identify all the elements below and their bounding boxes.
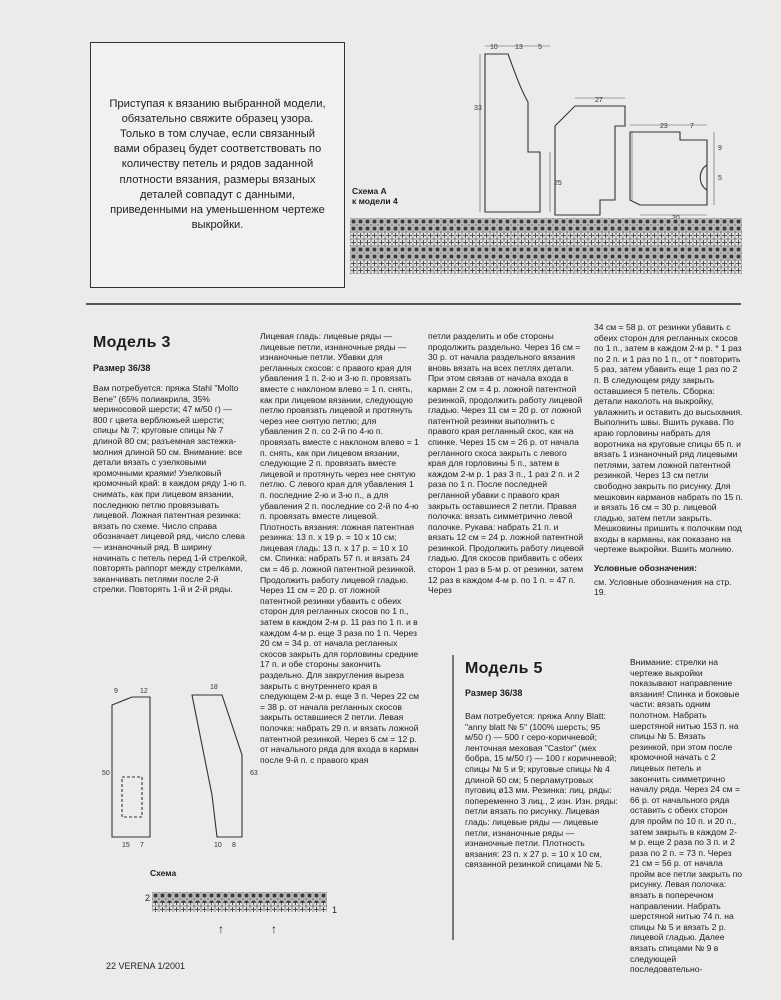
small-schema-chart	[152, 892, 332, 916]
schema-arrow-up-icon: ↑	[271, 922, 277, 936]
model-3-text-1: Вам потребуется: пряжа Stahl "Molto Bene" (65% полиакрила, 35% мериносовой шерсти; 47 м/50 г) — 800 г цвета верблюжьей шерсти; спицы № 7; круговые спицы № 7 длиной 80 см; разъемная застежка-молния длиной 50 см. Внимание: все детали вязать с узелковыми кромочными краями! Узелковый кромочный край: в каждом ряду 1-ю п. снимать, как при лицевом вязании, последнюю петлю провязывать лицевой. Ложная патентная резинка: вязать по схеме. Число справа обозначает лицевой ряд, число слева — изнаночный ряд. В ширину начинать с петель перед 1-й стрелкой, повторять раппорт между стрелками, заканчивать петлями после 2-й стрелки. Повторять 1-й и 2-й ряды.	[93, 383, 248, 595]
model-3-text-4: 34 см = 58 р. от резинки убавить с обеих сторон для регланных скосов по 1 п., затем в каждом 2-м р. * 1 раз по 2 п. и 1 раз по 1 п., от * повторить 5 раз, затем убавить еще 1 раз по 2 п. В следующем ряду закрыть оставшиеся 5 петель. Сборка: детали наколоть на выкройку, увлажнить и оставить до высыхания. Выполнить швы. Вшить рукава. По краю горловины набрать для воротника на круговые спицы 65 п. и вязать 1 изнаночный ряд лицевыми петлями, затем ложной патентной резинкой. Через 13 см петли свободно закрыть по рисунку. Для мешковин карманов набрать по 15 п. и вязать 16 см = 30 р. лицевой гладью, затем петли закрыть. Мешковины пришить к полочкам под входы в карманы, как показано на чертеже выкройки. Вшить молнию.	[594, 322, 743, 555]
schema-a-subtitle: к модели 4	[352, 196, 398, 206]
model-3-pattern-drawing	[92, 675, 262, 855]
model-5-column-1	[465, 711, 620, 873]
svg-text:18: 18	[210, 684, 218, 691]
schema-a-knitting-chart	[350, 218, 742, 276]
small-schema-title: Схема	[150, 868, 177, 878]
model-3-size: Размер 36/38	[93, 363, 151, 373]
instruction-note-text: Приступая к вязанию выбранной модели, обязательно свяжите образец узора. Только в том случае, если связанный вами образец будет соответствовать по количеству петель и рядов заданной плотности вязания, размеры вязаных деталей совпадут с данными, приведенными на уменьшенном чертеже выкройки.	[109, 97, 326, 232]
svg-text:23: 23	[660, 123, 668, 130]
svg-text:25: 25	[554, 180, 562, 187]
model-3-text-2: Лицевая гладь: лицевые ряды — лицевые петли, изнаночные ряды — изнаночные петли. Убавки для регланных скосов: с правого края для убавления 1 п. 2-ю и 3-ю п. провязать вместе с наклоном влево = 1 п. снять, как при лицевом вязании, следующую петлю провязать лицевой и протянуть через нее снятую петлю; для убавления 2 п. со 2-й по 4-ю п. провязать вместе с наклоном влево = 1 п. снять, как при лицевом вязании, следующие 2 п. провязать вместе лицевой и протянуть через нее снятую петлю. С левого края для убавления 1 п. последние 2-ю и 3-ю п., а для убавления 2 п. последние со 2-й по 4-ю п. провязать вместе лицевой. Плотность вязания: ложная патентная резинка: 13 п. x 19 р. = 10 x 10 см; лицевая гладь: 13 п. x 17 р. = 10 x 10 см. Спинка: набрать 57 п. и вязать 24 см = 46 р. ложной патентной резинкой. Продолжить работу лицевой гладью. Через 11 см = 20 р. от ложной патентной резинки убавить с обеих сторон для регланных скосов по 1 п., затем в каждом 2-м р. 11 раз по 1 п. и в каждом 4-м р. еще 3 раза по 1 п. Через 20 см = 34 р. от начала регланных скосов закрыть для горловины средние 17 п. и обе стороны закончить раздельно. Для закругления выреза закрыть с внутреннего края в следующем 2-м р. еще 3 п. Через 22 см = 38 р. от начала регланных скосов закрыть оставшиеся 2 петли. Левая полочка: набрать 29 п. и вязать ложной патентной резинкой. Через 6 см = 12 р. от начального ряда для входа в карман после 9-й п. с правого края	[260, 331, 420, 765]
svg-text:10: 10	[490, 44, 498, 51]
model-3-text-3: петли разделить и обе стороны продолжить раздельно. Через 16 см = 30 р. от начала раздельного вязания вновь вязать на всех петлях детали. При этом связав от начала входа в карман 2 см = 4 р. ложной патентной резинкой, продолжить работу лицевой гладью. Через 11 см = 20 р. от ложной патентной резинки выполнить с правого края регланный скос, как на спинке. Через 15 см = 26 р. от начала регланного скоса закрыть с левого края для горловины 5 п., затем в каждом 2-м р. 1 раз 3 п., 1 раз 2 п. и 2 раза по 1 п. После последней регланной убавки с правого края закрыть оставшиеся 2 петли. Правая полочка: вязать симметрично левой полочке. Рукава: набрать 21 п. и вязать 12 см = 24 р. ложной патентной резинкой. Продолжить работу лицевой гладью. Для скосов прибавить с обеих сторон 1 раз в 5-м р. от резинки, затем 12 раз в каждом 4-м р. по 1 п. = 47 п. Через	[428, 331, 584, 596]
model-3-column-4	[594, 322, 744, 601]
svg-text:5: 5	[538, 44, 542, 51]
legend-text: см. Условные обозначения на стр. 19.	[594, 576, 732, 598]
schema-a-caption	[352, 186, 398, 206]
svg-text:13: 13	[515, 44, 523, 51]
small-schema-row-2-label: 2	[145, 893, 151, 903]
legend-title: Условные обозначения:	[594, 563, 697, 574]
svg-text:5: 5	[718, 175, 722, 182]
svg-text:7: 7	[690, 123, 694, 130]
svg-text:63: 63	[250, 770, 258, 777]
svg-text:33: 33	[474, 105, 482, 112]
model-3-column-2	[260, 331, 420, 768]
instruction-note-box	[90, 42, 345, 288]
svg-text:9: 9	[114, 688, 118, 695]
schema-arrow-up-icon: ↑	[218, 922, 224, 936]
model-5-column-2	[630, 657, 742, 978]
svg-text:9: 9	[718, 145, 722, 152]
model-5-text-1: Вам потребуется: пряжа Anny Blatt: "anny blatt № 5" (100% шерсть; 95 м/50 г) — 500 г серо-коричневой; ленточная меховая "Castor" (мех бобра, 15 м/50 г) — 100 г коричневой; спицы № 5 и 9; круговые спицы № 4 длиной 60 см; 5 перламутровых пуговиц ø13 мм. Резинка: лиц. ряды: попеременно 3 лиц., 2 изн. Изн. ряды: петли вязать по рисунку. Лицевая гладь: лицевые ряды — лицевые петли, изнаночные ряды — изнаночные петли. Плотность вязания: 23 п. x 27 р. = 10 x 10 см, связанной резинкой спицами № 5.	[465, 711, 618, 870]
small-schema-row-1-label: 1	[332, 905, 338, 915]
schema-a-pattern-drawings	[350, 40, 750, 245]
svg-text:8: 8	[232, 842, 236, 849]
model-3-title: Модель 3	[93, 334, 171, 351]
svg-text:12: 12	[140, 688, 148, 695]
schema-a-title: Схема А	[352, 186, 387, 196]
model-3-column-1	[93, 383, 248, 598]
svg-text:50: 50	[102, 770, 110, 777]
model-5-text-2: Внимание: стрелки на чертеже выкройки показывают направление вязания! Спинка и боковые части: вязать одним полотном. Набрать шерстяной нитью 153 п. на спицы № 5. Вязать резинкой, при этом после кромочной начать с 2 лицевых петель и закончить симметрично началу ряда. Через 24 см = 66 р. от начального ряда оставить с обеих сторон для пройм по 10 п. и 20 п., затем закрыть в каждом 2-м р. еще 2 раза по 3 п. и 2 раза по 2 п. = 73 п. Через 21 см = 56 р. от начала пройм все петли закрыть по рисунку. Левая полочка: вязать в поперечном направлении. Набрать шерстяной нитью 74 п. на спицы № 5 и вязать 2 р. лицевой гладью. Далее вязать спицами № 9 в следующей последовательно-	[630, 657, 743, 975]
svg-text:15: 15	[122, 842, 130, 849]
svg-text:7: 7	[140, 842, 144, 849]
model-3-column-3	[428, 331, 586, 599]
section-divider	[86, 303, 741, 305]
model-5-size: Размер 36/38	[465, 688, 523, 698]
page-footer: 22 VERENA 1/2001	[106, 961, 186, 971]
svg-text:10: 10	[214, 842, 222, 849]
column-divider	[452, 655, 454, 940]
svg-text:27: 27	[595, 97, 603, 104]
model-5-title: Модель 5	[465, 660, 543, 677]
